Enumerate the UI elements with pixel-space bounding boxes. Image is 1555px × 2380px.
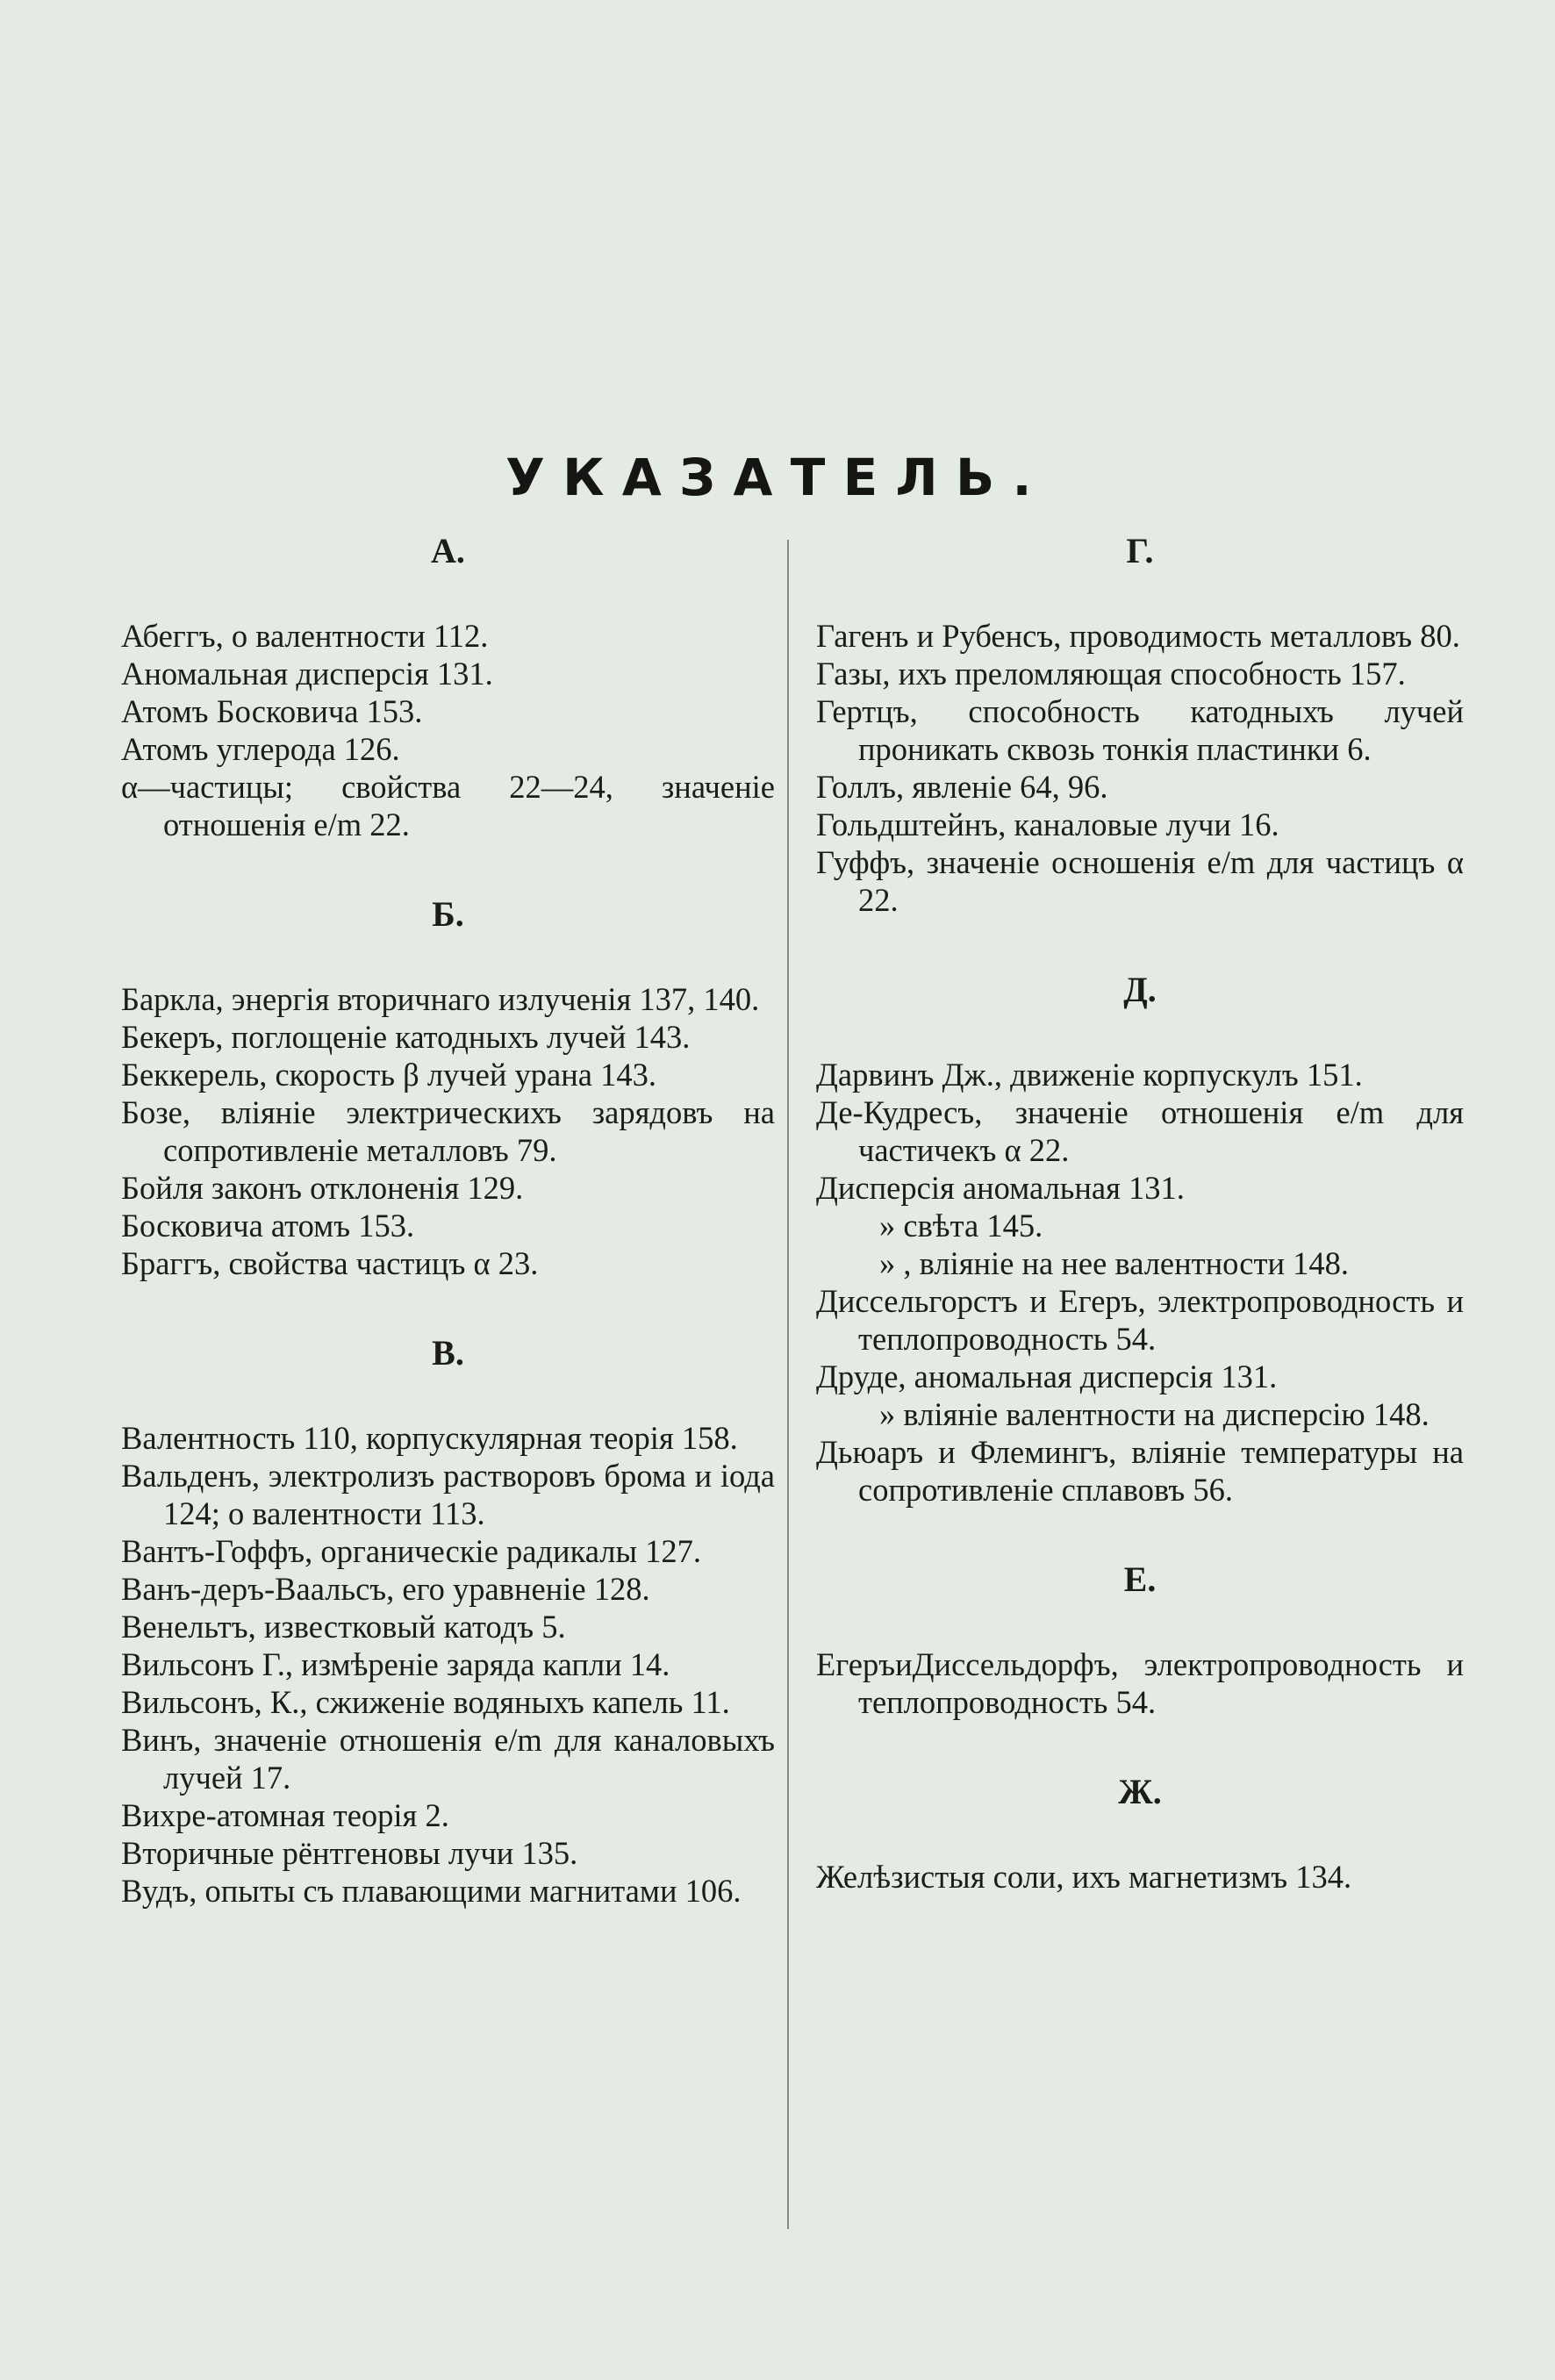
- index-section-zh: [816, 1772, 1464, 1896]
- index-entry: Браггъ, свойства частицъ α 23.: [121, 1245, 539, 1281]
- index-entry: Венельтъ, известковый катодъ 5.: [121, 1609, 566, 1645]
- index-entry: » свѣта 145.: [879, 1208, 1043, 1244]
- index-entry: Гольдштейнъ, каналовые лучи 16.: [816, 806, 1279, 842]
- index-entry: Гуффъ, значеніе осношенія e/m для частицъ α 22.: [816, 844, 1464, 918]
- index-entry: α—частицы; свойства 22—24, значеніе отношенія e/m 22.: [121, 769, 775, 842]
- index-entry: Желѣзистыя соли, ихъ магнетизмъ 134.: [816, 1859, 1352, 1895]
- index-entry: Атомъ Босковича 153.: [121, 693, 423, 729]
- section-letter: Б.: [432, 894, 464, 934]
- index-entry: Вторичные рёнтгеновы лучи 135.: [121, 1835, 578, 1871]
- column-divider: [787, 540, 789, 2229]
- page-title: УКАЗАТЕЛЬ.: [505, 448, 1050, 507]
- index-entry: Дарвинъ Дж., движеніе корпускулъ 151.: [816, 1057, 1363, 1093]
- section-letter: Д.: [1123, 970, 1157, 1009]
- index-entry: Голлъ, явленіе 64, 96.: [816, 769, 1108, 805]
- index-entry: Аномальная дисперсія 131.: [121, 656, 493, 692]
- index-entry: Вантъ-Гоффъ, органическіе радикалы 127.: [121, 1533, 702, 1569]
- index-right-column: [816, 531, 1464, 1946]
- index-section-e: [816, 1559, 1464, 1721]
- index-entry: Вильсонъ, К., сжиженіе водяныхъ капель 11.: [121, 1684, 730, 1720]
- index-entry: Дисперсія аномальная 131.: [816, 1170, 1185, 1206]
- index-entry: Абеггъ, о валентности 112.: [121, 618, 489, 654]
- index-entry: Бозе, вліяніе электрическихъ зарядовъ на сопротивленіе металловъ 79.: [121, 1094, 775, 1168]
- index-entry: Друде, аномальная дисперсія 131.: [816, 1358, 1278, 1394]
- index-entry: Босковича атомъ 153.: [121, 1208, 415, 1244]
- index-entry: Газы, ихъ преломляющая способность 157.: [816, 656, 1406, 692]
- index-entry: Баркла, энергія вторичнаго излученія 137, 140.: [121, 981, 760, 1017]
- index-entry: Вихре-атомная теорія 2.: [121, 1797, 449, 1833]
- index-entry: Вильсонъ Г., измѣреніе заряда капли 14.: [121, 1646, 670, 1682]
- index-entry: Бекеръ, поглощеніе катодныхъ лучей 143.: [121, 1019, 691, 1055]
- index-entry: » вліяніе валентности на дисперсію 148.: [879, 1396, 1430, 1432]
- section-letter: Г.: [1126, 531, 1154, 570]
- index-entry: Диссельгорстъ и Егеръ, электропроводность и теплопроводность 54.: [816, 1283, 1464, 1357]
- index-entry: Валентность 110, корпускулярная теорія 158.: [121, 1420, 738, 1456]
- index-entry: ЕгеръиДиссельдорфъ, электропроводность и теплопроводность 54.: [816, 1646, 1464, 1720]
- index-entry: Беккерель, скорость β лучей урана 143.: [121, 1057, 656, 1093]
- index-section-v: [121, 1333, 775, 1910]
- section-letter: А.: [431, 531, 465, 570]
- section-letter: В.: [432, 1333, 464, 1373]
- section-letter: Е.: [1123, 1559, 1157, 1599]
- index-entry: Бойля законъ отклоненія 129.: [121, 1170, 524, 1206]
- section-letter: Ж.: [1118, 1772, 1162, 1811]
- index-entry: Вальденъ, электролизъ растворовъ брома и іода 124; о валентности 113.: [121, 1458, 775, 1531]
- index-section-b: [121, 894, 775, 1282]
- index-section-a: [121, 531, 775, 843]
- index-section-d: [816, 970, 1464, 1509]
- index-entry: Дьюаръ и Флемингъ, вліяніе температуры на сопротивленіе сплавовъ 56.: [816, 1434, 1464, 1508]
- index-entry: Гертцъ, способность катодныхъ лучей проникать сквозь тонкія пластинки 6.: [816, 693, 1464, 767]
- index-entry: Ванъ-деръ-Ваальсъ, его уравненіе 128.: [121, 1571, 650, 1607]
- index-section-g: [816, 531, 1464, 919]
- index-entry: Атомъ углерода 126.: [121, 731, 400, 767]
- index-entry: Гагенъ и Рубенсъ, проводимость металловъ 80.: [816, 618, 1460, 654]
- index-entry: Вудъ, опыты съ плавающими магнитами 106.: [121, 1873, 742, 1909]
- index-entry: Винъ, значеніе отношенія e/m для каналовыхъ лучей 17.: [121, 1722, 775, 1796]
- index-entry: » , вліяніе на нее валентности 148.: [879, 1245, 1349, 1281]
- index-entry: Де-Кудресъ, значеніе отношенія e/m для частичекъ α 22.: [816, 1094, 1464, 1168]
- index-left-column: [121, 531, 775, 1961]
